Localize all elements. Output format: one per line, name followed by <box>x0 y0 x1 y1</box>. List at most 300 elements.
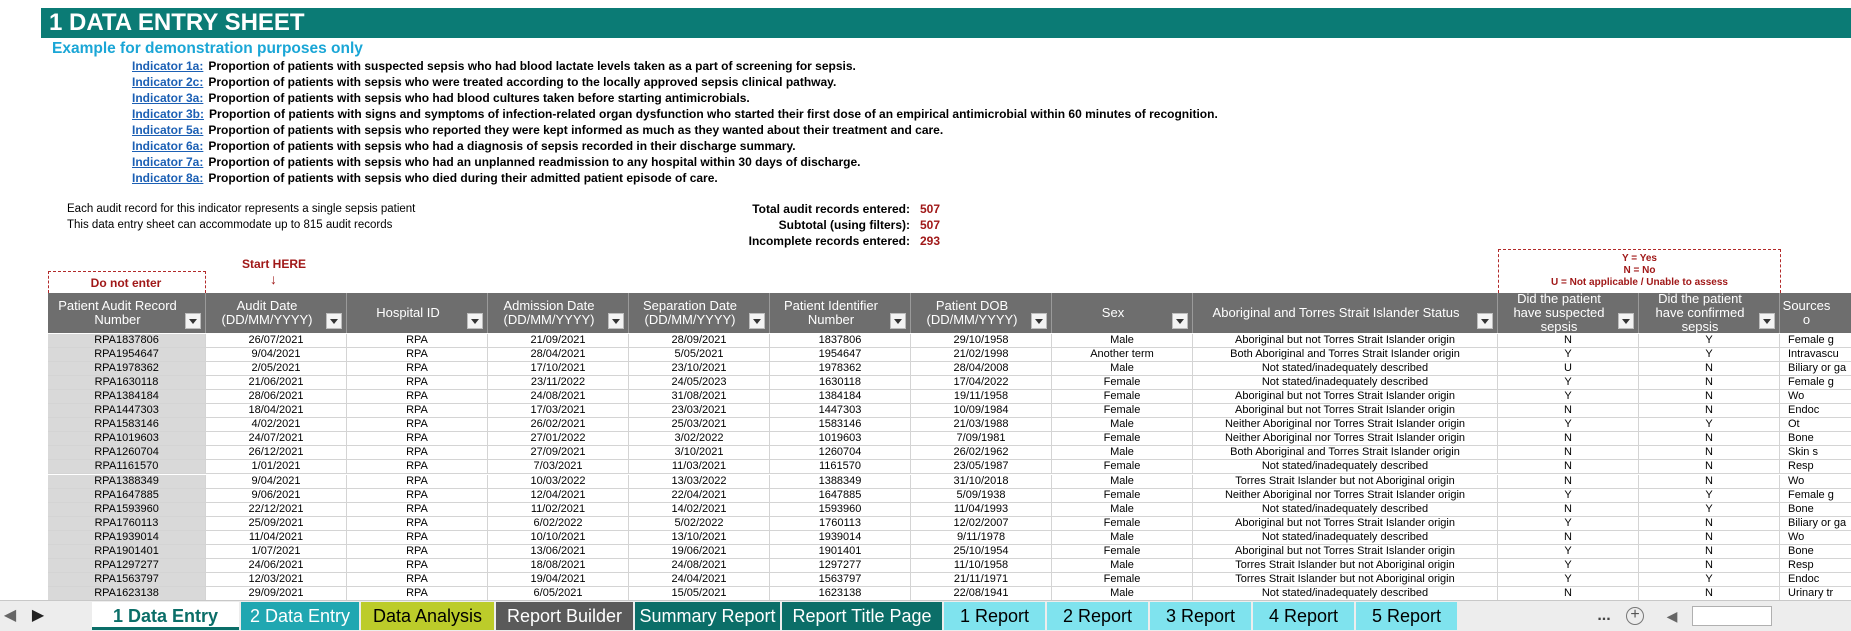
table-cell[interactable]: 11/04/1993 <box>911 503 1052 517</box>
table-cell[interactable]: RPA <box>347 446 488 460</box>
table-cell[interactable]: 19/11/1958 <box>911 390 1052 404</box>
table-cell[interactable]: N <box>1639 404 1780 418</box>
table-cell[interactable]: Resp <box>1780 559 1851 573</box>
table-cell[interactable]: Endoc <box>1780 573 1851 587</box>
table-cell[interactable]: RPA <box>347 418 488 432</box>
table-cell[interactable]: 24/08/2021 <box>488 390 629 404</box>
start-here-label: Start HERE <box>242 257 307 271</box>
table-cell[interactable]: N <box>1498 432 1639 446</box>
table-cell[interactable]: Y <box>1498 573 1639 587</box>
table-cell[interactable]: 10/09/1984 <box>911 404 1052 418</box>
table-cell[interactable]: 27/01/2022 <box>488 432 629 446</box>
table-cell[interactable]: Neither Aboriginal nor Torres Strait Islander origin <box>1193 489 1498 503</box>
table-cell[interactable]: Female <box>1052 545 1193 559</box>
table-cell[interactable]: Female <box>1052 404 1193 418</box>
table-cell[interactable]: 27/09/2021 <box>488 446 629 460</box>
stat-total-value: 507 <box>920 202 941 216</box>
table-cell[interactable]: RPA1630118 <box>48 376 206 390</box>
table-cell[interactable]: 23/05/1987 <box>911 460 1052 474</box>
table-cell[interactable]: Intravascu <box>1780 348 1851 362</box>
table-cell[interactable]: Both Aboriginal and Torres Strait Islander origin <box>1193 446 1498 460</box>
table-cell[interactable]: RPA <box>347 489 488 503</box>
table-cell[interactable]: Y <box>1639 348 1780 362</box>
filter-dropdown-icon[interactable] <box>890 313 906 329</box>
table-cell[interactable]: Ot <box>1780 418 1851 432</box>
table-cell[interactable]: RPA <box>347 587 488 601</box>
table-cell[interactable]: RPA <box>347 503 488 517</box>
table-cell[interactable]: N <box>1639 376 1780 390</box>
table-cell[interactable]: 29/10/1958 <box>911 334 1052 348</box>
table-cell[interactable]: 7/09/1981 <box>911 432 1052 446</box>
table-row <box>48 334 1851 348</box>
sheet-tab[interactable]: 2 Report <box>1047 602 1148 630</box>
table-cell[interactable]: 2/05/2021 <box>206 362 347 376</box>
table-cell[interactable]: Wo <box>1780 531 1851 545</box>
table-cell[interactable]: 19/06/2021 <box>629 545 770 559</box>
table-cell[interactable]: RPA <box>347 460 488 474</box>
table-cell[interactable]: RPA1623138 <box>48 587 206 601</box>
table-cell[interactable]: Female <box>1052 390 1193 404</box>
filter-dropdown-icon[interactable] <box>1031 313 1047 329</box>
table-cell[interactable]: RPA1583146 <box>48 418 206 432</box>
indicator-link[interactable]: Indicator 7a: <box>132 155 204 169</box>
table-cell[interactable]: N <box>1639 390 1780 404</box>
table-cell[interactable]: 1939014 <box>770 531 911 545</box>
table-cell[interactable]: 11/02/2021 <box>488 503 629 517</box>
filter-dropdown-icon[interactable] <box>185 313 201 329</box>
column-header-label: Admission Date (DD/MM/YYYY) <box>503 298 595 327</box>
table-cell[interactable]: 1954647 <box>770 348 911 362</box>
table-cell[interactable]: 1978362 <box>770 362 911 376</box>
table-cell[interactable]: RPA1447303 <box>48 404 206 418</box>
filter-dropdown-icon[interactable] <box>749 313 765 329</box>
table-cell[interactable]: RPA <box>347 559 488 573</box>
sheet-tab[interactable]: 2 Data Entry <box>241 602 359 630</box>
table-cell[interactable]: Y <box>1498 376 1639 390</box>
table-cell[interactable]: 17/10/2021 <box>488 362 629 376</box>
title-bar <box>41 8 1851 38</box>
column-header <box>347 293 488 333</box>
table-cell[interactable]: Biliary or ga <box>1780 362 1851 376</box>
table-cell[interactable]: 24/05/2023 <box>629 376 770 390</box>
indicator-description: Proportion of patients with signs and symptoms of infection-related organ dysfunction who started their first dose of an empirical antimicrobial within 60 minutes of recognition. <box>209 107 1218 121</box>
table-cell[interactable]: 1388349 <box>770 475 911 489</box>
table-row <box>48 376 1851 390</box>
table-cell[interactable]: Skin s <box>1780 446 1851 460</box>
table-cell[interactable]: Y <box>1498 418 1639 432</box>
table-cell[interactable]: RPA <box>347 334 488 348</box>
table-cell[interactable]: Female g <box>1780 376 1851 390</box>
table-cell[interactable]: 25/09/2021 <box>206 517 347 531</box>
table-cell[interactable]: 25/10/1954 <box>911 545 1052 559</box>
table-cell[interactable]: Resp <box>1780 460 1851 474</box>
table-cell[interactable]: Y <box>1498 559 1639 573</box>
table-cell[interactable]: Female <box>1052 376 1193 390</box>
table-cell[interactable]: Torres Strait Islander but not Aboriginal origin <box>1193 559 1498 573</box>
table-cell[interactable]: RPA <box>347 348 488 362</box>
table-cell[interactable]: Male <box>1052 362 1193 376</box>
table-cell[interactable]: 1593960 <box>770 503 911 517</box>
sheet-tab[interactable]: Summary Report <box>635 602 780 630</box>
table-cell[interactable]: 23/03/2021 <box>629 404 770 418</box>
table-cell[interactable]: 1161570 <box>770 460 911 474</box>
table-cell[interactable]: 6/05/2021 <box>488 587 629 601</box>
table-cell[interactable]: 17/04/2022 <box>911 376 1052 390</box>
table-cell[interactable]: RPA1384184 <box>48 390 206 404</box>
table-cell[interactable]: RPA <box>347 432 488 446</box>
table-cell[interactable]: RPA1647885 <box>48 489 206 503</box>
table-cell[interactable]: Aboriginal but not Torres Strait Islander origin <box>1193 334 1498 348</box>
table-cell[interactable]: Male <box>1052 559 1193 573</box>
table-cell[interactable]: 25/03/2021 <box>629 418 770 432</box>
table-cell[interactable]: RPA1388349 <box>48 475 206 489</box>
table-cell[interactable]: Y <box>1639 489 1780 503</box>
table-cell[interactable]: N <box>1498 460 1639 474</box>
table-cell[interactable]: 9/11/1978 <box>911 531 1052 545</box>
table-cell[interactable]: Bone <box>1780 503 1851 517</box>
table-cell[interactable]: 23/10/2021 <box>629 362 770 376</box>
table-cell[interactable]: Male <box>1052 446 1193 460</box>
table-cell[interactable]: N <box>1639 545 1780 559</box>
table-cell[interactable]: Aboriginal but not Torres Strait Islander origin <box>1193 545 1498 559</box>
table-row <box>48 545 1851 559</box>
sheet-tab[interactable]: 1 Report <box>944 602 1045 630</box>
table-row <box>48 418 1851 432</box>
table-cell[interactable]: Male <box>1052 531 1193 545</box>
table-cell[interactable]: 11/03/2021 <box>629 460 770 474</box>
table-cell[interactable]: Another term <box>1052 348 1193 362</box>
sheet-tab[interactable]: 3 Report <box>1150 602 1251 630</box>
table-cell[interactable]: 10/10/2021 <box>488 531 629 545</box>
table-cell[interactable]: N <box>1639 587 1780 601</box>
table-cell[interactable]: 24/08/2021 <box>629 559 770 573</box>
table-cell[interactable]: 29/09/2021 <box>206 587 347 601</box>
table-cell[interactable]: 1019603 <box>770 432 911 446</box>
table-cell[interactable]: 5/09/1938 <box>911 489 1052 503</box>
table-cell[interactable]: Both Aboriginal and Torres Strait Islander origin <box>1193 348 1498 362</box>
table-cell[interactable]: Y <box>1639 503 1780 517</box>
table-cell[interactable]: U <box>1498 362 1639 376</box>
table-cell[interactable]: RPA1019603 <box>48 432 206 446</box>
table-cell[interactable]: 1260704 <box>770 446 911 460</box>
table-cell[interactable]: Y <box>1498 545 1639 559</box>
indicator-row <box>132 58 856 74</box>
table-cell[interactable]: N <box>1639 460 1780 474</box>
table-cell[interactable]: 9/06/2021 <box>206 489 347 503</box>
sheet-tab[interactable]: 5 Report <box>1356 602 1457 630</box>
table-cell[interactable]: 1/07/2021 <box>206 545 347 559</box>
table-cell[interactable]: Y <box>1639 418 1780 432</box>
legend-unable: U = Not applicable / Unable to assess <box>1550 277 1728 288</box>
table-cell[interactable]: RPA1760113 <box>48 517 206 531</box>
table-cell[interactable]: Neither Aboriginal nor Torres Strait Islander origin <box>1193 432 1498 446</box>
table-cell[interactable]: 1583146 <box>770 418 911 432</box>
table-cell[interactable]: Urinary tr <box>1780 587 1851 601</box>
table-cell[interactable]: Y <box>1498 517 1639 531</box>
table-cell[interactable]: 26/02/2021 <box>488 418 629 432</box>
table-cell[interactable]: RPA1563797 <box>48 573 206 587</box>
table-cell[interactable]: RPA1837806 <box>48 334 206 348</box>
table-cell[interactable]: 11/10/1958 <box>911 559 1052 573</box>
table-cell[interactable]: RPA <box>347 390 488 404</box>
table-cell[interactable]: N <box>1639 517 1780 531</box>
table-row <box>48 587 1851 601</box>
table-cell[interactable]: Aboriginal but not Torres Strait Islander origin <box>1193 404 1498 418</box>
table-cell[interactable]: 22/12/2021 <box>206 503 347 517</box>
table-cell[interactable]: N <box>1498 404 1639 418</box>
filter-dropdown-icon[interactable] <box>1618 313 1634 329</box>
filter-dropdown-icon[interactable] <box>1172 313 1188 329</box>
stat-subtotal-value: 507 <box>920 218 941 232</box>
tab-scroll-prev-icon[interactable]: ◀ <box>3 607 17 624</box>
table-cell[interactable]: N <box>1639 446 1780 460</box>
table-cell[interactable]: Female <box>1052 489 1193 503</box>
table-cell[interactable]: 15/05/2021 <box>629 587 770 601</box>
table-cell[interactable]: Female <box>1052 517 1193 531</box>
indicator-link[interactable]: Indicator 5a: <box>132 123 204 137</box>
table-cell[interactable]: 5/02/2022 <box>629 517 770 531</box>
table-cell[interactable]: 10/03/2022 <box>488 475 629 489</box>
stat-incomplete-value: 293 <box>920 234 941 248</box>
table-cell[interactable]: Female <box>1052 573 1193 587</box>
table-cell[interactable]: 1447303 <box>770 404 911 418</box>
table-cell[interactable]: 1630118 <box>770 376 911 390</box>
down-arrow-icon: ↓ <box>270 271 277 287</box>
column-header-label: Aboriginal and Torres Strait Islander Status <box>1212 305 1460 320</box>
sheet-tab[interactable]: Data Analysis <box>361 602 494 630</box>
indicator-link[interactable]: Indicator 6a: <box>132 139 204 153</box>
indicator-description: Proportion of patients with sepsis who had blood cultures taken before starting antimicrobials. <box>208 91 750 105</box>
table-cell[interactable]: 1384184 <box>770 390 911 404</box>
table-cell[interactable]: 11/04/2021 <box>206 531 347 545</box>
column-header-label: Hospital ID <box>376 305 440 320</box>
sheet-tab[interactable]: Report Title Page <box>782 602 942 630</box>
table-cell[interactable]: 7/03/2021 <box>488 460 629 474</box>
filter-dropdown-icon[interactable] <box>467 313 483 329</box>
table-cell[interactable]: 22/04/2021 <box>629 489 770 503</box>
table-cell[interactable]: RPA <box>347 475 488 489</box>
scroll-left-icon[interactable]: ◀ <box>1666 608 1678 624</box>
table-cell[interactable]: RPA1978362 <box>48 362 206 376</box>
stat-incomplete-label: Incomplete records entered: <box>748 234 910 248</box>
table-cell[interactable]: 14/02/2021 <box>629 503 770 517</box>
table-cell[interactable]: RPA1161570 <box>48 460 206 474</box>
sheet-tab[interactable]: 4 Report <box>1253 602 1354 630</box>
table-cell[interactable]: Female <box>1052 460 1193 474</box>
indicator-link[interactable]: Indicator 2c: <box>132 75 204 89</box>
table-cell[interactable]: Bone <box>1780 545 1851 559</box>
table-cell[interactable]: RPA <box>347 545 488 559</box>
table-cell[interactable]: 1760113 <box>770 517 911 531</box>
table-cell[interactable]: RPA <box>347 376 488 390</box>
table-cell[interactable]: 17/03/2021 <box>488 404 629 418</box>
table-cell[interactable]: Female <box>1052 432 1193 446</box>
table-cell[interactable]: 1647885 <box>770 489 911 503</box>
table-cell[interactable]: N <box>1498 334 1639 348</box>
table-cell[interactable]: 22/08/1941 <box>911 587 1052 601</box>
table-cell[interactable]: 18/08/2021 <box>488 559 629 573</box>
table-cell[interactable]: 9/04/2021 <box>206 348 347 362</box>
table-row <box>48 432 1851 446</box>
sheet-tab-bar <box>0 600 1851 631</box>
table-cell[interactable]: Female g <box>1780 334 1851 348</box>
table-cell[interactable]: 13/03/2022 <box>629 475 770 489</box>
table-cell[interactable]: N <box>1639 432 1780 446</box>
indicator-row <box>132 154 860 170</box>
more-tabs-button[interactable]: ... <box>1597 607 1611 624</box>
table-cell[interactable]: 21/03/1988 <box>911 418 1052 432</box>
table-cell[interactable]: 3/10/2021 <box>629 446 770 460</box>
table-cell[interactable]: Biliary or ga <box>1780 517 1851 531</box>
table-cell[interactable]: 21/11/1971 <box>911 573 1052 587</box>
table-cell[interactable]: 31/10/2018 <box>911 475 1052 489</box>
table-cell[interactable]: Aboriginal but not Torres Strait Islander origin <box>1193 517 1498 531</box>
table-cell[interactable]: 18/04/2021 <box>206 404 347 418</box>
table-cell[interactable]: N <box>1639 531 1780 545</box>
table-cell[interactable]: 1623138 <box>770 587 911 601</box>
table-cell[interactable]: 26/12/2021 <box>206 446 347 460</box>
table-cell[interactable]: 24/07/2021 <box>206 432 347 446</box>
indicator-description: Proportion of patients with sepsis who had an unplanned readmission to any hospital within 30 days of discharge. <box>208 155 861 169</box>
filter-dropdown-icon[interactable] <box>1759 313 1775 329</box>
table-cell[interactable]: 6/02/2022 <box>488 517 629 531</box>
table-cell[interactable]: Male <box>1052 418 1193 432</box>
table-cell[interactable]: 13/10/2021 <box>629 531 770 545</box>
table-cell[interactable]: 28/09/2021 <box>629 334 770 348</box>
table-cell[interactable]: Not stated/inadequately described <box>1193 376 1498 390</box>
column-header-label: Patient DOB (DD/MM/YYYY) <box>926 298 1018 327</box>
table-cell[interactable]: Male <box>1052 334 1193 348</box>
table-cell[interactable]: 26/02/1962 <box>911 446 1052 460</box>
column-header-label: Separation Date (DD/MM/YYYY) <box>643 298 737 327</box>
table-cell[interactable]: RPA <box>347 531 488 545</box>
table-cell[interactable]: 24/06/2021 <box>206 559 347 573</box>
table-cell[interactable]: 1837806 <box>770 334 911 348</box>
yn-legend <box>1498 249 1781 293</box>
table-cell[interactable]: 31/08/2021 <box>629 390 770 404</box>
indicator-link[interactable]: Indicator 3a: <box>132 91 204 105</box>
table-cell[interactable]: Male <box>1052 475 1193 489</box>
table-cell[interactable]: 23/11/2022 <box>488 376 629 390</box>
filter-dropdown-icon[interactable] <box>608 313 624 329</box>
sheet-tab[interactable]: Report Builder <box>496 602 633 630</box>
table-cell[interactable]: 24/04/2021 <box>629 573 770 587</box>
table-cell[interactable]: 9/04/2021 <box>206 475 347 489</box>
indicator-row <box>132 106 1218 122</box>
table-cell[interactable]: RPA1260704 <box>48 446 206 460</box>
add-sheet-button[interactable]: + <box>1626 607 1644 625</box>
table-cell[interactable]: N <box>1639 362 1780 376</box>
table-cell[interactable]: Male <box>1052 587 1193 601</box>
table-cell[interactable]: Y <box>1639 573 1780 587</box>
sheet-tab[interactable]: 1 Data Entry <box>92 602 239 630</box>
table-cell[interactable]: Torres Strait Islander but not Aboriginal origin <box>1193 573 1498 587</box>
table-cell[interactable]: 1297277 <box>770 559 911 573</box>
table-cell[interactable]: 12/02/2007 <box>911 517 1052 531</box>
table-cell[interactable]: Y <box>1498 348 1639 362</box>
table-cell[interactable]: N <box>1498 475 1639 489</box>
table-row <box>48 531 1851 545</box>
table-cell[interactable]: 4/02/2021 <box>206 418 347 432</box>
table-cell[interactable]: 26/07/2021 <box>206 334 347 348</box>
table-cell[interactable]: 19/04/2021 <box>488 573 629 587</box>
table-cell[interactable]: 3/02/2022 <box>629 432 770 446</box>
table-cell[interactable]: Not stated/inadequately described <box>1193 503 1498 517</box>
table-row <box>48 460 1851 474</box>
table-cell[interactable]: Female g <box>1780 489 1851 503</box>
table-cell[interactable]: RPA <box>347 573 488 587</box>
indicator-description: Proportion of patients with suspected sepsis who had blood lactate levels taken as a part of screening for sepsis. <box>208 59 856 73</box>
table-cell[interactable]: 21/09/2021 <box>488 334 629 348</box>
table-cell[interactable]: N <box>1498 531 1639 545</box>
indicator-description: Proportion of patients with sepsis who had a diagnosis of sepsis recorded in their discharge summary. <box>208 139 796 153</box>
table-cell[interactable]: RPA <box>347 362 488 376</box>
table-cell[interactable]: Not stated/inadequately described <box>1193 362 1498 376</box>
filter-dropdown-icon[interactable] <box>1477 313 1493 329</box>
table-cell[interactable]: 1/01/2021 <box>206 460 347 474</box>
table-cell[interactable]: 28/06/2021 <box>206 390 347 404</box>
table-cell[interactable]: RPA1954647 <box>48 348 206 362</box>
table-cell[interactable]: RPA <box>347 517 488 531</box>
table-cell[interactable]: Wo <box>1780 390 1851 404</box>
table-cell[interactable]: RPA <box>347 404 488 418</box>
indicator-link[interactable]: Indicator 8a: <box>132 171 204 185</box>
table-cell[interactable]: Y <box>1498 390 1639 404</box>
table-cell[interactable]: Y <box>1639 334 1780 348</box>
table-cell[interactable]: 21/02/1998 <box>911 348 1052 362</box>
column-header <box>770 293 911 333</box>
column-header <box>1193 293 1498 333</box>
column-header <box>206 293 347 333</box>
table-cell[interactable]: 28/04/2008 <box>911 362 1052 376</box>
table-cell[interactable]: N <box>1498 587 1639 601</box>
table-cell[interactable]: 1563797 <box>770 573 911 587</box>
table-cell[interactable]: 12/03/2021 <box>206 573 347 587</box>
tab-scroll-next-icon[interactable]: ▶ <box>31 607 45 624</box>
table-cell[interactable]: N <box>1639 475 1780 489</box>
table-cell[interactable]: Not stated/inadequately described <box>1193 587 1498 601</box>
table-cell[interactable]: 1901401 <box>770 545 911 559</box>
table-cell[interactable]: Male <box>1052 503 1193 517</box>
table-cell[interactable]: N <box>1498 503 1639 517</box>
table-cell[interactable]: RPA1593960 <box>48 503 206 517</box>
table-cell[interactable]: Torres Strait Islander but not Aboriginal origin <box>1193 475 1498 489</box>
table-cell[interactable]: Not stated/inadequately described <box>1193 531 1498 545</box>
table-cell[interactable]: 21/06/2021 <box>206 376 347 390</box>
table-cell[interactable]: RPA1939014 <box>48 531 206 545</box>
indicator-link[interactable]: Indicator 3b: <box>132 107 205 121</box>
table-cell[interactable]: N <box>1639 559 1780 573</box>
table-cell[interactable]: Aboriginal but not Torres Strait Islander origin <box>1193 390 1498 404</box>
table-cell[interactable]: RPA1297277 <box>48 559 206 573</box>
filter-dropdown-icon[interactable] <box>326 313 342 329</box>
table-cell[interactable]: 5/05/2021 <box>629 348 770 362</box>
table-cell[interactable]: 13/06/2021 <box>488 545 629 559</box>
table-cell[interactable]: RPA1901401 <box>48 545 206 559</box>
table-cell[interactable]: N <box>1498 446 1639 460</box>
table-cell[interactable]: Wo <box>1780 475 1851 489</box>
table-cell[interactable]: 28/04/2021 <box>488 348 629 362</box>
table-cell[interactable]: Not stated/inadequately described <box>1193 460 1498 474</box>
table-cell[interactable]: Bone <box>1780 432 1851 446</box>
horizontal-scrollbar[interactable] <box>1692 606 1772 626</box>
table-cell[interactable]: Neither Aboriginal nor Torres Strait Islander origin <box>1193 418 1498 432</box>
table-cell[interactable]: Y <box>1498 489 1639 503</box>
table-cell[interactable]: Endoc <box>1780 404 1851 418</box>
indicator-link[interactable]: Indicator 1a: <box>132 59 204 73</box>
table-cell[interactable]: 12/04/2021 <box>488 489 629 503</box>
indicator-row <box>132 138 796 154</box>
